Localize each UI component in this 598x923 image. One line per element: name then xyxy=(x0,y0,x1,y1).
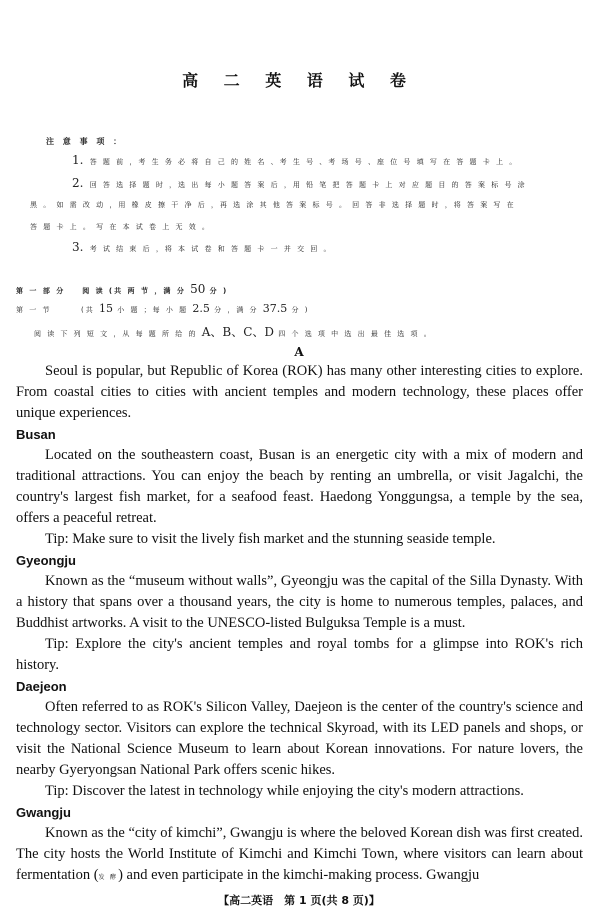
note-1 xyxy=(72,153,518,167)
instruction-post: 四 个 选 项 中 选 出 最 佳 选 项 。 xyxy=(278,330,433,338)
fermentation-gloss: 发 酵 xyxy=(98,875,119,881)
intro-paragraph: Seoul is popular, but Republic of Korea (ROK) has many other interesting cities to explore. From coastal cities to cities with ancient temples and modern technology, these places offer unique experiences. xyxy=(16,363,583,421)
part-1-label: 第 一 部 分 xyxy=(16,287,66,295)
note-3-number: 3. xyxy=(72,240,84,254)
part-1-score: 50 xyxy=(190,282,206,296)
gwangju-text-pre: Known as the “city of kimchi”, Gwangju is where the beloved Korean dish was first created. The city hosts the World Institute of Kimchi and Kimchi Town, where visitors can learn about fermentation ( xyxy=(16,825,583,883)
note-3 xyxy=(72,240,333,254)
page-footer: 【高二英语 第 1 页(共 8 页)】 xyxy=(218,894,380,907)
gwangju-text-post: ) and even participate in the kimchi-making process. Gwangju xyxy=(118,867,480,883)
busan-heading: Busan xyxy=(16,427,56,442)
section-1-heading xyxy=(16,302,310,315)
instruction-pre: 阅 读 下 列 短 文 ，从 每 题 所 给 的 xyxy=(34,330,198,338)
part-1-detail-pre: (共 两 节 ，满 分 xyxy=(108,287,186,295)
daejeon-tip: Tip: Discover the latest in technology while enjoying the city's modern attractions. xyxy=(45,783,524,799)
note-2-number: 2. xyxy=(72,176,84,190)
section-1-each: 2.5 xyxy=(192,302,210,315)
note-3-text: 考 试 结 束 后 ，将 本 试 卷 和 答 题 卡 一 并 交 回 。 xyxy=(89,245,333,253)
exam-title: 高 二 英 语 试 卷 xyxy=(182,71,416,90)
note-1-text: 答 题 前 ，考 生 务 必 将 自 己 的 姓 名 、考 生 号 、考 场 号 、座 位 号 填 写 在 答 题 卡 上 。 xyxy=(89,158,519,166)
part-1-heading xyxy=(16,282,228,296)
section-1-label: 第 一 节 xyxy=(16,306,52,314)
note-2-text: 回 答 选 择 题 时 ，选 出 每 小 题 答 案 后 ，用 铅 笔 把 答 题 卡 上 对 应 题 目 的 答 案 标 号 涂 xyxy=(89,181,527,189)
section-1-pre: (共 xyxy=(81,306,95,314)
note-2-line-2: 黑 。 如 需 改 动 ，用 橡 皮 擦 干 净 后 ，再 选 涂 其 他 答 案 标 号 。 回 答 非 选 择 题 时 ，将 答 案 写 在 xyxy=(30,201,516,209)
notes-heading: 注 意 事 项 ： xyxy=(46,137,125,146)
section-1-post: 分 ) xyxy=(291,306,310,314)
note-1-number: 1. xyxy=(72,153,84,167)
section-1-mid2: 分 ，满 分 xyxy=(214,306,259,314)
gwangju-paragraph xyxy=(16,823,583,889)
section-1-count: 15 xyxy=(99,302,113,315)
section-1-total: 37.5 xyxy=(262,302,288,315)
note-2 xyxy=(72,176,527,190)
gyeongju-paragraph: Known as the “museum without walls”, Gyeongju was the capital of the Silla Dynasty. With a history that spans over a thousand years, the city is home to numerous temples, palaces, and Buddhist artworks. A visit to the UNESCO-listed Bulguksa Temple is a must. xyxy=(16,573,583,631)
busan-tip: Tip: Make sure to visit the lively fish market and the stunning seaside temple. xyxy=(45,531,496,547)
passage-label: A xyxy=(294,345,304,359)
busan-paragraph: Located on the southeastern coast, Busan is an energetic city with a mix of modern and traditional attractions. You can enjoy the beach by renting an umbrella, or visit Jagalchi, the country's largest fish market, for a seafood feast. Haedong Yonggungsa, a temple by the sea, offers a peaceful retreat. xyxy=(16,447,583,526)
gyeongju-tip: Tip: Explore the city's ancient temples and royal tombs for a glimpse into ROK's rich history. xyxy=(16,636,583,673)
note-2-line-3: 答 题 卡 上 。 写 在 本 试 卷 上 无 效 。 xyxy=(30,223,211,231)
part-1-name: 阅 读 xyxy=(82,287,105,295)
passage-body xyxy=(16,361,583,889)
part-1-detail-post: 分 ) xyxy=(209,287,229,295)
section-1-mid1: 小 题 ；每 小 题 xyxy=(117,306,189,314)
reading-instruction xyxy=(34,323,433,340)
gyeongju-heading: Gyeongju xyxy=(16,553,76,568)
daejeon-heading: Daejeon xyxy=(16,679,67,694)
gwangju-heading: Gwangju xyxy=(16,805,71,820)
daejeon-paragraph: Often referred to as ROK's Silicon Valley, Daejeon is the center of the country's science and technology sector. Visitors can explore the technical Skyroad, with its LED panels and shops, or visit the National Science Museum to learn about Korean innovations. For nature lovers, the nearby Gyeryongsan National Park offers scenic hikes. xyxy=(16,699,583,778)
instruction-options: A、B、C、D xyxy=(201,325,275,339)
